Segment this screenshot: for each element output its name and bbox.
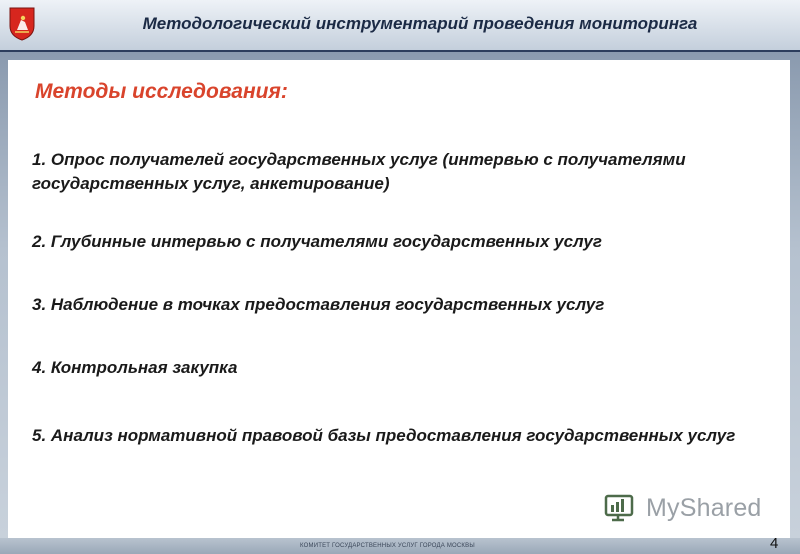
method-item-4: 4. Контрольная закупка xyxy=(32,358,238,377)
watermark-text: MyShared xyxy=(646,493,762,522)
method-item-2: 2. Глубинные интервью с получателями государственных услуг xyxy=(32,232,602,251)
method-item-5: 5. Анализ нормативной правовой базы предоставления государственных услуг xyxy=(32,426,736,445)
page-title: Методологический инструментарий проведения мониторинга xyxy=(142,14,698,33)
moscow-coat-of-arms-icon xyxy=(8,6,36,42)
myshared-logo-icon xyxy=(604,493,640,523)
header-bar xyxy=(0,0,800,52)
page-number: 4 xyxy=(770,535,779,552)
footer-org-text: КОМИТЕТ ГОСУДАРСТВЕННЫХ УСЛУГ ГОРОДА МОСКВЫ xyxy=(300,543,475,549)
section-title: Методы исследования: xyxy=(35,80,288,103)
watermark xyxy=(604,490,762,526)
method-item-1: 1. Опрос получателей государственных услуг (интервью с получателями государственных услуг, анкетирование) xyxy=(32,150,686,193)
method-item-3: 3. Наблюдение в точках предоставления государственных услуг xyxy=(32,295,605,314)
